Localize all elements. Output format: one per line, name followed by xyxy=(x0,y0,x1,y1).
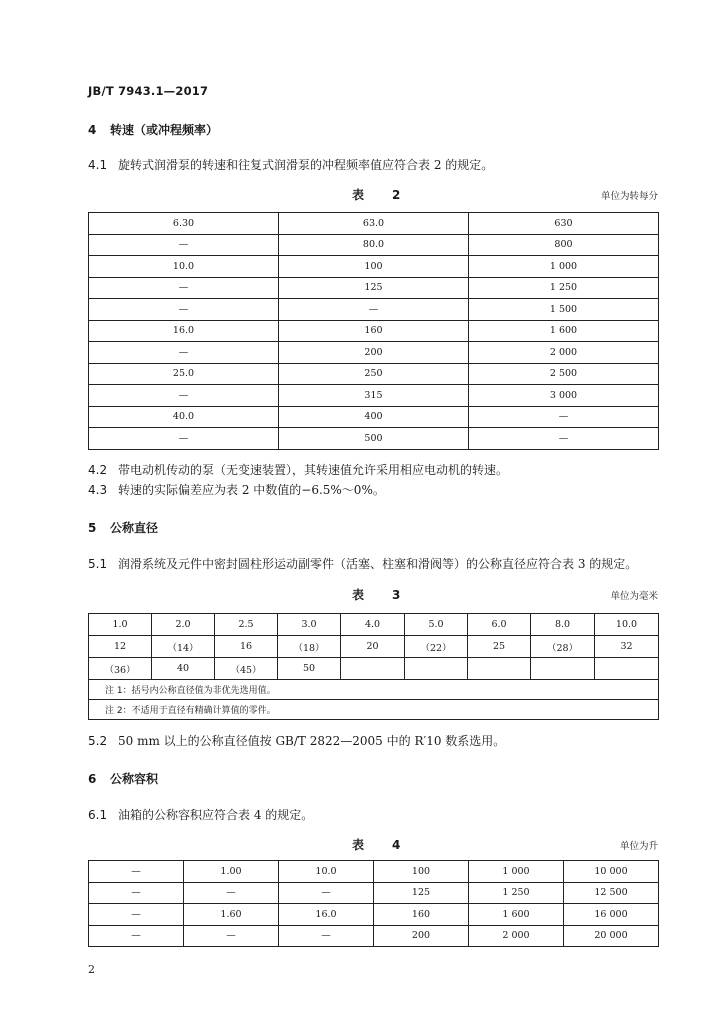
table-4-unit: 单位为升 xyxy=(619,841,658,852)
table-cell: 16 xyxy=(215,636,278,658)
table-cell xyxy=(595,658,659,680)
table-cell: — xyxy=(279,299,469,321)
table-cell xyxy=(468,658,531,680)
table-cell: 80.0 xyxy=(279,234,469,256)
clause-text: 旋转式润滑泵的转速和往复式润滑泵的冲程频率值应符合表 2 的规定。 xyxy=(118,158,494,172)
table-cell: 10 000 xyxy=(564,861,659,883)
table-cell: — xyxy=(89,861,184,883)
table-cell: 10.0 xyxy=(279,861,374,883)
table-cell: 400 xyxy=(279,406,469,428)
clause-4-1 xyxy=(88,156,493,173)
table-3 xyxy=(88,613,659,720)
table-row xyxy=(89,882,659,904)
table-cell: 10.0 xyxy=(595,614,659,636)
table-row xyxy=(89,861,659,883)
table-cell xyxy=(531,658,595,680)
table-cell: 800 xyxy=(469,234,659,256)
table-cell: — xyxy=(469,406,659,428)
table-cell: 125 xyxy=(374,882,469,904)
table-cell: （14） xyxy=(152,636,215,658)
table-cell: 315 xyxy=(279,385,469,407)
table-cell: 1 000 xyxy=(469,256,659,278)
table-cell: 40.0 xyxy=(89,406,279,428)
table-cell: 3.0 xyxy=(278,614,341,636)
clause-number: 4.1 xyxy=(88,158,108,172)
table-4 xyxy=(88,860,659,947)
table-cell: 32 xyxy=(595,636,659,658)
table-cell: 100 xyxy=(374,861,469,883)
table-cell: 1 500 xyxy=(469,299,659,321)
table-cell: 200 xyxy=(279,342,469,364)
table-cell: 25 xyxy=(468,636,531,658)
table-4-title: 表 4 xyxy=(352,838,409,852)
table-note: 注 1：括号内公称直径值为非优先选用值。 xyxy=(89,680,659,700)
table-cell: 200 xyxy=(374,925,469,947)
table-cell: 160 xyxy=(279,320,469,342)
table-cell: 2 000 xyxy=(469,342,659,364)
table-row xyxy=(89,428,659,450)
table-2 xyxy=(88,212,659,450)
table-cell: — xyxy=(89,342,279,364)
table-cell: — xyxy=(89,925,184,947)
table-cell: 2 500 xyxy=(469,363,659,385)
table-cell: 20 xyxy=(341,636,405,658)
table-cell: 4.0 xyxy=(341,614,405,636)
table-row xyxy=(89,277,659,299)
table-cell: — xyxy=(89,428,279,450)
clause-number: 5.2 xyxy=(88,734,108,748)
table-row xyxy=(89,342,659,364)
table-cell: 250 xyxy=(279,363,469,385)
table-cell: 1 600 xyxy=(469,904,564,926)
table-cell: （36） xyxy=(89,658,152,680)
table-cell: — xyxy=(89,904,184,926)
table-cell: — xyxy=(469,428,659,450)
table-row xyxy=(89,904,659,926)
table-cell: 125 xyxy=(279,277,469,299)
table-cell: 1.0 xyxy=(89,614,152,636)
table-row xyxy=(89,925,659,947)
table-cell: — xyxy=(89,882,184,904)
table-cell: 16.0 xyxy=(89,320,279,342)
section-4-heading xyxy=(88,121,218,138)
clause-text: 带电动机传动的泵（无变速装置），其转速值允许采用相应电动机的转速。 xyxy=(118,463,509,477)
table-cell: 3 000 xyxy=(469,385,659,407)
table-cell: — xyxy=(89,234,279,256)
table-cell: 630 xyxy=(469,213,659,235)
table-cell: 160 xyxy=(374,904,469,926)
table-3-unit: 单位为毫米 xyxy=(610,591,658,602)
clause-number: 4.3 xyxy=(88,483,108,497)
table-cell: — xyxy=(184,925,279,947)
table-cell: 12 xyxy=(89,636,152,658)
table-cell: 1.00 xyxy=(184,861,279,883)
section-number: 5 xyxy=(88,521,97,535)
clause-number: 6.1 xyxy=(88,808,108,822)
page-number: 2 xyxy=(88,963,95,976)
table-cell: （28） xyxy=(531,636,595,658)
section-title: 转速（或冲程频率） xyxy=(110,123,219,137)
section-number: 4 xyxy=(88,123,97,137)
table-cell: — xyxy=(89,299,279,321)
table-row xyxy=(89,299,659,321)
table-note-row xyxy=(89,680,659,700)
table-cell: 20 000 xyxy=(564,925,659,947)
section-title: 公称容积 xyxy=(110,772,159,786)
clause-4-3 xyxy=(88,481,385,498)
table-cell: — xyxy=(89,385,279,407)
table-row xyxy=(89,363,659,385)
section-6-heading xyxy=(88,770,158,787)
table-cell xyxy=(405,658,468,680)
table-cell: 63.0 xyxy=(279,213,469,235)
table-cell: 2.0 xyxy=(152,614,215,636)
clause-text: 油箱的公称容积应符合表 4 的规定。 xyxy=(118,808,314,822)
table-cell xyxy=(341,658,405,680)
clause-number: 4.2 xyxy=(88,463,108,477)
document-header: JB/T 7943.1—2017 xyxy=(88,84,209,98)
table-cell: 40 xyxy=(152,658,215,680)
table-cell: 16 000 xyxy=(564,904,659,926)
clause-5-1 xyxy=(88,555,637,572)
table-row xyxy=(89,385,659,407)
clause-number: 5.1 xyxy=(88,557,108,571)
clause-text: 润滑系统及元件中密封圆柱形运动副零件（活塞、柱塞和滑阀等）的公称直径应符合表 3 的规定。 xyxy=(118,557,638,571)
table-cell: 100 xyxy=(279,256,469,278)
table-cell: 6.30 xyxy=(89,213,279,235)
table-note-row xyxy=(89,700,659,720)
table-row xyxy=(89,320,659,342)
table-cell: — xyxy=(279,882,374,904)
table-cell: 1 250 xyxy=(469,882,564,904)
table-row xyxy=(89,256,659,278)
table-row xyxy=(89,636,659,658)
table-cell: 1 000 xyxy=(469,861,564,883)
section-number: 6 xyxy=(88,772,97,786)
table-cell: 16.0 xyxy=(279,904,374,926)
table-cell: （22） xyxy=(405,636,468,658)
table-cell: 2 000 xyxy=(469,925,564,947)
table-cell: 8.0 xyxy=(531,614,595,636)
clause-5-2 xyxy=(88,732,505,749)
table-note: 注 2：不适用于直径有精确计算值的零件。 xyxy=(89,700,659,720)
clause-6-1 xyxy=(88,806,313,823)
table-cell: 1 250 xyxy=(469,277,659,299)
table-cell: 1.60 xyxy=(184,904,279,926)
table-cell: 10.0 xyxy=(89,256,279,278)
table-cell: — xyxy=(89,277,279,299)
table-cell: （45） xyxy=(215,658,278,680)
clause-4-2 xyxy=(88,461,508,478)
table-row xyxy=(89,234,659,256)
table-cell: 25.0 xyxy=(89,363,279,385)
table-cell: 500 xyxy=(279,428,469,450)
table-cell: — xyxy=(279,925,374,947)
table-row xyxy=(89,406,659,428)
clause-text: 50 mm 以上的公称直径值按 GB/T 2822—2005 中的 R′10 数系选用。 xyxy=(118,734,506,748)
table-cell: （18） xyxy=(278,636,341,658)
clause-text: 转速的实际偏差应为表 2 中数值的−6.5%～0%。 xyxy=(118,483,385,497)
section-title: 公称直径 xyxy=(110,521,159,535)
table-cell: 2.5 xyxy=(215,614,278,636)
table-cell: 6.0 xyxy=(468,614,531,636)
table-row xyxy=(89,658,659,680)
section-5-heading xyxy=(88,519,158,536)
table-cell: 1 600 xyxy=(469,320,659,342)
table-row xyxy=(89,213,659,235)
table-cell: — xyxy=(184,882,279,904)
table-cell: 5.0 xyxy=(405,614,468,636)
table-3-title: 表 3 xyxy=(352,588,409,602)
table-2-title: 表 2 xyxy=(352,188,409,202)
table-2-unit: 单位为转每分 xyxy=(600,191,658,202)
table-row xyxy=(89,614,659,636)
table-cell: 12 500 xyxy=(564,882,659,904)
table-cell: 50 xyxy=(278,658,341,680)
